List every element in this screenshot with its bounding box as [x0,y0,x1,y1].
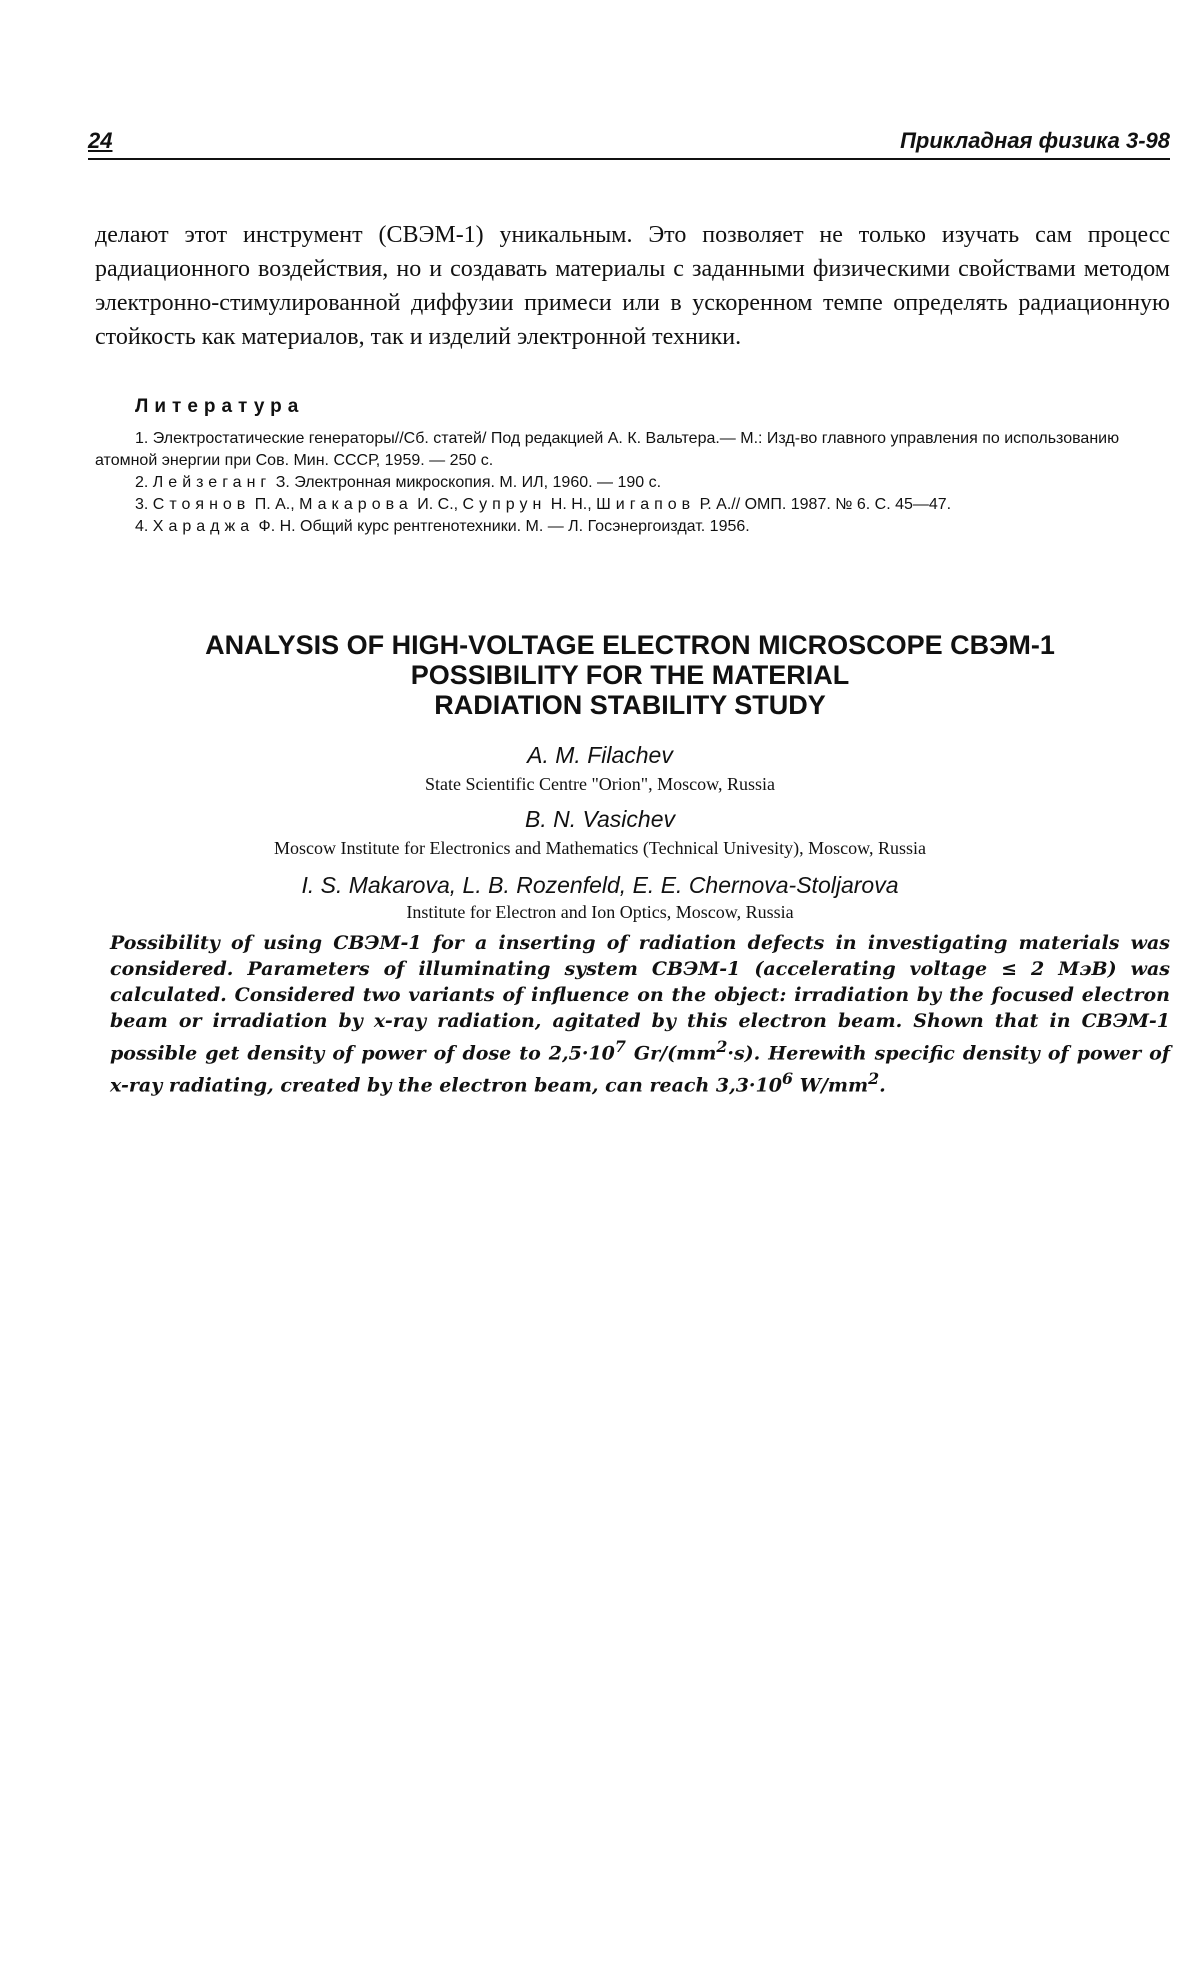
body-text [95,218,1170,354]
reference-item [95,516,1170,538]
reference-text: Н. Н., [546,496,597,513]
title-line: RADIATION STABILITY STUDY [434,690,826,720]
abstract [110,930,1170,1099]
reference-text: Р. А.// ОМП. 1987. № 6. С. 45—47. [695,496,952,513]
reference-item [95,428,1170,472]
page-number: 24 [88,128,113,153]
author-affiliation: Moscow Institute for Electronics and Mathematics (Technical Univesity), Moscow, Russia [274,838,926,858]
abstract-text: Gr/(mm [625,1042,717,1065]
author-name: B. N. Vasichev [525,806,675,832]
reference-number: 4. [135,518,149,535]
article-title [120,630,1140,720]
abstract-exponent: 2 [868,1069,880,1089]
reference-item [95,472,1170,494]
abstract-text: Possibility of using СВЭМ-1 for a inserting of radiation defects in investigating materials was considered. Parameters of illuminating system СВЭМ-1 (accelerating voltage ≤ 2 МэВ) was calculated. Considered two variants of influence on the object: irradiation by the focused electron beam or irradiation by x-ray radiation, agitated by this electron beam. Shown that in СВЭМ-1 possible get density of power of dose to 2,5·10 [110,932,1170,1065]
reference-list [95,428,1170,538]
author-name: I. S. Makarova, L. B. Rozenfeld, E. E. Chernova-Stoljarova [301,872,899,898]
abstract-exponent: 6 [782,1069,794,1089]
abstract-text: ·s). Herewith specific density of power of x-ray radiating, created by the electron beam, can reach 3,3·10 [110,1042,1170,1097]
reference-text: И. С., [412,496,463,513]
reference-text: Электростатические генераторы//Сб. статей/ Под редакцией А. К. Вальтера.— М.: Изд-во главного управления по использованию атомной энергии при Сов. Мин. СССР, 1959. — 250 с. [95,430,1120,469]
author-name: A. M. Filachev [527,742,673,768]
author-affiliation: Institute for Electron and Ion Optics, Moscow, Russia [406,902,794,922]
reference-item [95,494,1170,516]
reference-author: Лейзеганг [152,474,272,491]
reference-text: З. Электронная микроскопия. М. ИЛ, 1960. — 190 с. [271,474,662,491]
reference-author: Супрун [462,496,547,513]
reference-author: Хараджа [152,518,255,535]
running-header [88,128,1170,158]
abstract-text: W/mm [793,1074,869,1097]
reference-author: Стоянов [152,496,251,513]
abstract-exponent: 7 [614,1037,626,1056]
author-affiliation: State Scientific Centre "Orion", Moscow, Russia [425,774,775,794]
journal-title: Прикладная физика 3-98 [900,128,1170,153]
reference-author: Макарова [299,496,413,513]
title-line: POSSIBILITY FOR THE MATERIAL [410,660,850,690]
literature-heading: Литература [135,396,305,417]
reference-text: П. А., [250,496,300,513]
title-line: ANALYSIS OF HIGH-VOLTAGE ELECTRON MICROSCOPE СВЭМ-1 [205,630,1055,660]
reference-number: 2. [135,474,149,491]
abstract-exponent: 2 [716,1037,728,1056]
body-paragraph: делают этот инструмент (СВЭМ-1) уникальным. Это позволяет не только изучать сам процесс радиационного воздействия, но и создавать материалы с заданными физическими свойствами методом электронно-стимулированной диффузии примеси или в ускоренном темпе определять радиационную стойкость как материалов, так и изделий электронной техники. [95,222,1170,350]
reference-text: Ф. Н. Общий курс рентгенотехники. М. — Л. Госэнергоиздат. 1956. [254,518,750,535]
abstract-text: . [879,1074,886,1097]
reference-number: 3. [135,496,149,513]
reference-number: 1. [135,430,149,447]
header-rule [88,158,1170,160]
reference-author: Шигапов [596,496,696,513]
